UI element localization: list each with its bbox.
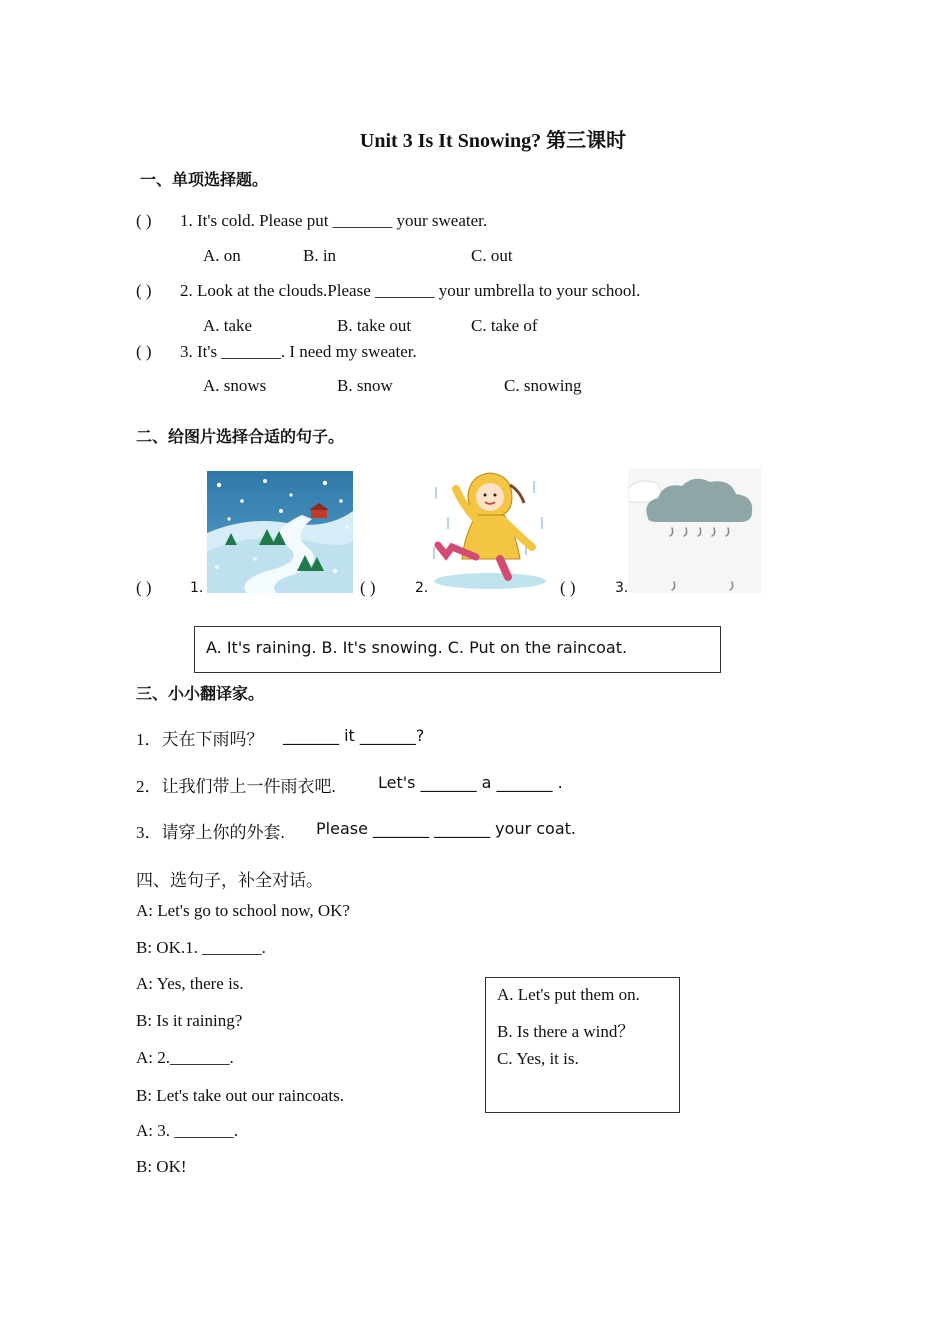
q2-option-a: A. take [203,316,253,335]
q1-answer-blank[interactable]: ( ) [136,211,152,230]
q2-text: 2. Look at the clouds.Please _______ your umbrella to your school. [180,281,641,300]
dialogue-line-1: A: Let's go to school now, OK? [136,901,350,920]
q1-text: 1. It's cold. Please put _______ your sweater. [180,211,488,230]
q2-option-b: B. take out [337,316,412,335]
dialogue-line-6: B: Let's take out our raincoats. [136,1086,344,1105]
dialogue-line-5[interactable]: A: 2._______. [136,1048,234,1067]
page-title: Unit 3 Is It Snowing? 第三课时 [359,130,627,152]
part4-option-c: C. Yes, it is. [497,1049,579,1068]
part4-options-box [485,977,680,1113]
q2-answer-blank[interactable]: ( ) [136,281,152,300]
pic2-answer-blank[interactable]: ( ) [360,578,376,597]
q3-option-b: B. snow [337,376,393,395]
pic2-number: 2. [415,580,429,596]
t1-english[interactable]: _______ it _______? [283,726,425,745]
part3-heading: 三、小小翻译家。 [136,684,265,703]
pic1-number: 1. [190,580,204,596]
part2-heading: 二、给图片选择合适的句子。 [136,427,345,446]
q1-option-b: B. in [303,246,337,265]
part1-heading: 一、单项选择题。 [140,170,269,189]
dialogue-line-4: B: Is it raining? [136,1011,243,1030]
part2-choices: A. It's raining. B. It's snowing. C. Put on the raincoat. [206,638,628,657]
t3-chinese: 3．请穿上你的外套. [136,823,285,842]
part2-choices-box [194,626,721,673]
rain-cloud-picture [628,468,761,593]
q3-text: 3. It's _______. I need my sweater. [180,342,417,361]
pic3-answer-blank[interactable]: ( ) [560,578,576,597]
q3-answer-blank[interactable]: ( ) [136,342,152,361]
part4-option-a: A. Let's put them on. [497,985,640,1004]
t2-chinese: 2．让我们带上一件雨衣吧. [136,777,336,796]
q2-option-c: C. take of [471,316,538,335]
q1-option-c: C. out [471,246,513,265]
dialogue-line-3: A: Yes, there is. [136,974,244,993]
q3-option-a: A. snows [203,376,267,395]
part4-option-b: B. Is there a wind？ [497,1022,635,1041]
girl-in-raincoat-picture [428,467,552,593]
q3-option-c: C. snowing [504,376,582,395]
dialogue-line-7[interactable]: A: 3. _______. [136,1121,238,1140]
dialogue-line-2[interactable]: B: OK.1. _______. [136,938,266,957]
pic3-number: 3. [615,580,629,596]
part4-heading: 四、选句子，补全对话。 [136,871,323,890]
t2-english[interactable]: Let's _______ a _______ . [378,773,563,792]
snowy-hill-picture [207,471,353,593]
t1-chinese: 1．天在下雨吗？ [136,730,264,749]
pic1-answer-blank[interactable]: ( ) [136,578,152,597]
q1-option-a: A. on [203,246,241,265]
t3-english[interactable]: Please _______ _______ your coat. [316,819,576,838]
dialogue-line-8: B: OK! [136,1157,187,1176]
